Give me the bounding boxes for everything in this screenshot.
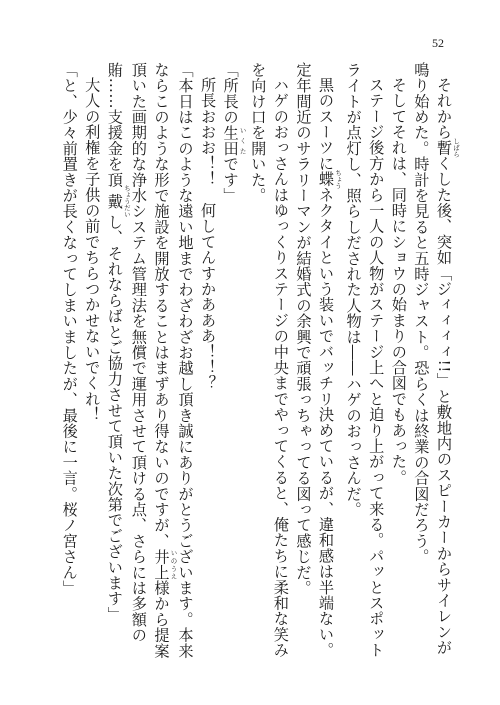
ruby-base: 井上	[152, 548, 171, 581]
ruby-base: 蝶	[317, 169, 336, 189]
dialogue-paragraph	[58, 62, 81, 670]
text-run: そしてそれは、同時にショウの始まりの合図でもあった。	[389, 77, 408, 486]
ruby-annotation	[317, 169, 343, 189]
ruby-base: 暫	[435, 138, 453, 158]
text-run: くした後、突如「ジィィィィ!!」と敷地内のスピーカーからサイレンが鳴り始めた。時計を見ると五時ジャスト。恐らくは終業の合図だろう。	[412, 62, 453, 656]
ruby-reading: いくた	[238, 124, 247, 157]
narration-paragraph	[387, 62, 410, 670]
text-run: し、それならばとご協力させて頂いた次第でございます」	[105, 214, 124, 623]
vertical-text-body	[40, 62, 460, 670]
dialogue-paragraph	[103, 62, 196, 670]
text-run: 黒のスーツに	[317, 77, 336, 172]
ruby-reading: しばら	[452, 138, 460, 158]
text-run: それから	[435, 77, 453, 140]
ruby-annotation	[221, 124, 247, 157]
ruby-annotation	[152, 548, 178, 581]
ruby-base: 生田	[221, 124, 240, 157]
ruby-reading: ちょう	[334, 169, 343, 189]
narration-paragraph	[81, 62, 104, 670]
ruby-reading: いのうえ	[169, 548, 178, 581]
text-run: 所長おおお！！ 何してんすかあああ！！？	[199, 77, 218, 392]
narration-paragraph	[410, 62, 460, 670]
narration-paragraph	[292, 62, 342, 670]
text-run: 様から提案頂いた画期的な浄水システム管理法を無償で運用させて頂ける点、さらには多額の賄……支援金を頂	[105, 62, 171, 659]
text-run: ステージ後方から一人の人物がステージ上へと迫り上がって来る。パッとスポットライトが点灯し、照らしだされた人物は――ハゲのおっさんだ。	[344, 62, 386, 659]
ruby-reading: ちょうだい	[122, 184, 131, 218]
text-run: 「本日はこのような遠い地までわざわざお越し頂き誠にありがとうございます。本来ならこのような形で施設を開放することはまずあり得ないのですが、	[152, 62, 195, 659]
narration-paragraph	[196, 62, 219, 670]
dialogue-paragraph	[219, 62, 247, 670]
page-number: 52	[432, 36, 444, 50]
text-run: ハゲのおっさんはゆっくりステージの中央までやってくると、俺たちに柔和な笑みを向け口を開いた。	[249, 62, 290, 659]
text-run: です」	[221, 156, 240, 204]
narration-paragraph	[342, 62, 387, 670]
ruby-annotation	[105, 184, 131, 218]
ruby-annotation	[435, 138, 460, 158]
text-run: 「と、少々前置きが長くなってしまいましたが、最後に一言。桜ノ宮さん」	[60, 62, 79, 596]
text-run: 大人の利権を子供の前でちらつかせないでくれ！	[83, 77, 102, 423]
text-run: ネクタイという装いでバッチリ決めているが、違和感は半端ない。定年間近のサラリーマンが結婚式の余興で頑張っちゃってる図って感じだ。	[294, 62, 336, 659]
narration-paragraph	[247, 62, 292, 670]
text-run: 「所長の	[221, 62, 240, 125]
ruby-base: 戴	[105, 184, 124, 218]
